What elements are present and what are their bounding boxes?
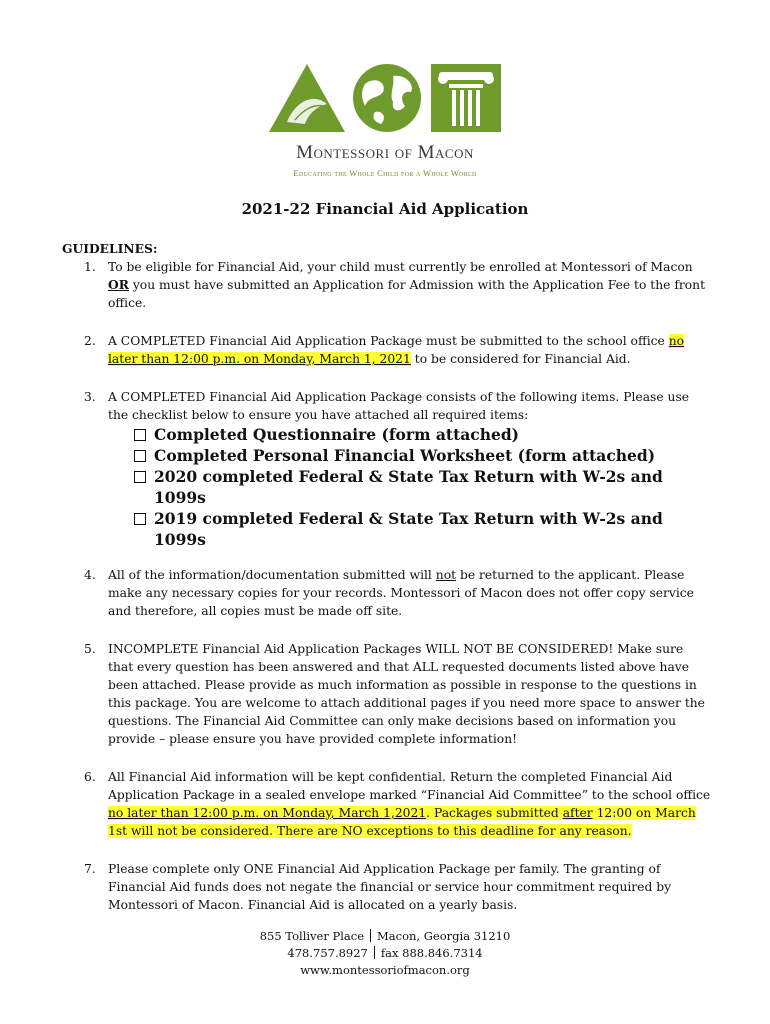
item-text: All of the information/documentation submitted will xyxy=(108,568,436,582)
website-link[interactable]: www.montessoriofmacon.org xyxy=(300,963,470,977)
item-text: you must have submitted an Application for Admission with the Application Fee to the front office. xyxy=(108,278,706,310)
guideline-item-3 xyxy=(62,388,712,550)
item-text: A COMPLETED Financial Aid Application Package must be submitted to the school office xyxy=(108,334,669,348)
checklist-item[interactable]: 2019 completed Federal & State Tax Return with W-2s and 1099s xyxy=(130,508,712,550)
item-text: INCOMPLETE Financial Aid Application Packages WILL NOT BE CONSIDERED! Make sure that every question has been answered and that ALL requested documents listed above have been attached. Please provide as much information as possible in response to the questions in this package. You are welcome to attach additional pages if you need more space to answer the questions. The Financial Aid Committee can only make decisions based on information you provide – please ensure you have provided complete information! xyxy=(108,642,705,746)
or-emphasis: OR xyxy=(108,277,129,292)
fax-number: fax 888.846.7314 xyxy=(380,946,483,960)
item-number: 4. xyxy=(84,568,96,582)
guideline-item-7 xyxy=(62,860,712,914)
checkbox-icon[interactable] xyxy=(134,471,146,483)
not-emphasis: not xyxy=(435,568,457,582)
divider xyxy=(370,929,371,942)
org-tagline: Educating the Whole Child for a Whole World xyxy=(293,168,477,178)
item-text: To be eligible for Financial Aid, your child must currently be enrolled at Montessori of Macon xyxy=(108,260,693,274)
checkbox-icon[interactable] xyxy=(134,450,146,462)
checklist-item[interactable]: 2020 completed Federal & State Tax Return with W-2s and 1099s xyxy=(130,466,712,508)
item-text: All Financial Aid information will be kept confidential. Return the completed Financial Aid Application Package in a sealed envelope marked “Financial Aid Committee” to the school office xyxy=(108,770,711,802)
item-number: 6. xyxy=(84,770,96,784)
document-checklist xyxy=(130,424,712,550)
highlight-text: 12:00 on March 1st will not be considered. There are NO exceptions to this deadline for any reason. xyxy=(108,806,696,838)
item-number: 5. xyxy=(84,642,96,656)
footer-address-line xyxy=(0,928,770,945)
checkbox-icon[interactable] xyxy=(134,513,146,525)
divider xyxy=(374,946,375,959)
deadline-highlight: no later than 12:00 p.m. on Monday, March 1,2021 xyxy=(108,806,427,820)
item-text: Please complete only ONE Financial Aid Application Package per family. The granting of Financial Aid funds does not negate the financial or service hour commitment required by Montessori of Macon. Financial Aid is allocated on a yearly basis. xyxy=(108,862,672,912)
montessori-logo-icon xyxy=(265,62,505,134)
checklist-item[interactable]: Completed Questionnaire (form attached) xyxy=(130,424,712,445)
item-text: A COMPLETED Financial Aid Application Package consists of the following items. Please use the checklist below to ensure you have attached all required items: xyxy=(108,390,690,422)
footer-contact-line xyxy=(0,945,770,962)
item-number: 1. xyxy=(84,260,96,274)
org-name: Montessori of Macon xyxy=(296,142,474,163)
checkbox-icon[interactable] xyxy=(134,429,146,441)
deadline-highlight: no later than 12:00 p.m. on Monday, March 1, 2021 xyxy=(108,334,685,366)
guideline-item-5 xyxy=(62,640,712,748)
item-text: be returned to the applicant. Please make any necessary copies for your records. Montessori of Macon does not offer copy service and therefore, all copies must be made off site. xyxy=(108,568,694,618)
item-number: 3. xyxy=(84,390,96,404)
phone-number: 478.757.8927 xyxy=(287,946,368,960)
item-number: 2. xyxy=(84,334,96,348)
highlight-text: . Packages submitted xyxy=(426,806,563,820)
logo xyxy=(0,62,770,134)
after-emphasis: after xyxy=(562,806,593,820)
item-number: 7. xyxy=(84,862,96,876)
checklist-item[interactable]: Completed Personal Financial Worksheet (form attached) xyxy=(130,445,712,466)
city-state-zip: Macon, Georgia 31210 xyxy=(377,929,511,943)
guidelines xyxy=(62,240,712,934)
footer xyxy=(0,928,770,979)
page-title: 2021-22 Financial Aid Application xyxy=(241,200,529,218)
guidelines-heading: GUIDELINES: xyxy=(62,241,158,256)
guideline-item-6 xyxy=(62,768,712,840)
guideline-item-1 xyxy=(62,258,712,312)
guideline-item-4 xyxy=(62,566,712,620)
street-address: 855 Tolliver Place xyxy=(259,929,365,943)
item-text: to be considered for Financial Aid. xyxy=(410,352,631,366)
guideline-item-2 xyxy=(62,332,712,368)
